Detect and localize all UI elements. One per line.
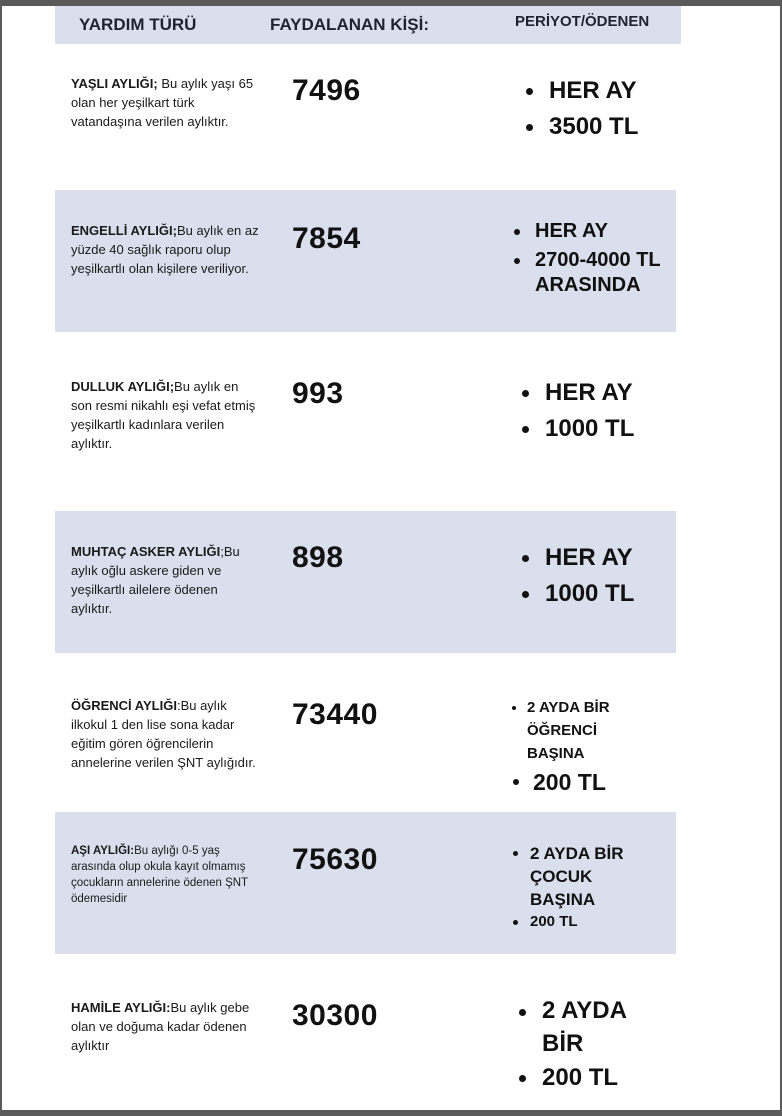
row-engelli-title: ENGELLİ AYLIĞI;	[71, 223, 177, 238]
row-dulluk-text: Bu aylık en son resmi nikahlı eşi vefat etmiş yeşilkartlı kadınlara verilen aylıktır.	[71, 379, 256, 451]
row-asi-amount: 200 TL	[510, 911, 640, 933]
row-yasli-payment-list	[523, 73, 638, 145]
row-asi-payment-list	[510, 842, 640, 933]
row-ogrenci-payment-list	[509, 696, 639, 799]
row-yasli-text: Bu aylık yaşı 65 olan her yeşilkart türk vatandaşına verilen aylıktır.	[71, 76, 254, 129]
row-engelli-text: Bu aylık en az yüzde 40 sağlık raporu olup yeşilkartlı olan kişilere veriliyor.	[71, 223, 259, 276]
row-asi-title: AŞI AYLIĞI:	[71, 845, 135, 857]
row-asi-count: 75630	[292, 843, 378, 876]
row-dulluk-amount: 1000 TL	[519, 411, 634, 447]
row-engelli-description	[71, 221, 261, 278]
row-hamile-count: 30300	[292, 999, 378, 1032]
row-dulluk-payment-list	[519, 375, 634, 447]
row-hamile-payment-list	[516, 994, 656, 1096]
row-ogrenci-count: 73440	[292, 698, 378, 731]
row-yasli-amount: 3500 TL	[523, 109, 638, 145]
row-dulluk-count: 993	[292, 377, 344, 410]
row-muhtac-asker-text: ;Bu aylık oğlu askere giden ve yeşilkartlı ailelere ödenen aylıktır.	[71, 544, 240, 616]
row-engelli-period: HER AY	[511, 219, 661, 244]
header-col-period-payment: PERİYOT/ÖDENEN	[515, 13, 650, 30]
row-muhtac-asker-period: HER AY	[519, 540, 634, 576]
row-asi-period: 2 AYDA BİR ÇOCUK BAŞINA	[510, 842, 640, 911]
window-frame-bottom	[0, 1110, 782, 1116]
row-yasli-period: HER AY	[523, 73, 638, 109]
row-asi-description	[71, 843, 267, 907]
row-yasli-title: YAŞLI AYLIĞI;	[71, 76, 158, 91]
row-yasli-description	[71, 74, 261, 131]
header-col-beneficiaries: FAYDALANAN KİŞİ:	[270, 15, 429, 34]
row-hamile-title: HAMİLE AYLIĞI:	[71, 1000, 171, 1015]
row-ogrenci-description	[71, 696, 261, 772]
row-muhtac-asker-payment-list	[519, 540, 634, 612]
row-hamile-period: 2 AYDA BİR	[516, 994, 656, 1060]
row-ogrenci-period: 2 AYDA BİR ÖĞRENCİ BAŞINA	[509, 696, 639, 765]
row-dulluk-title: DULLUK AYLIĞI;	[71, 379, 175, 394]
row-muhtac-asker-title: MUHTAÇ ASKER AYLIĞI	[71, 544, 221, 559]
row-engelli-count: 7854	[292, 222, 361, 255]
row-yasli-count: 7496	[292, 74, 361, 107]
row-ogrenci-title: ÖĞRENCİ AYLIĞI	[71, 698, 177, 713]
row-dulluk-description	[71, 377, 261, 453]
row-asi-text: Bu aylığı 0-5 yaş arasında olup okula kayıt olmamış çocukların annelerine ödenen ŞNT ödemesidir	[71, 845, 248, 905]
row-hamile-text: Bu aylık gebe olan ve doğuma kadar ödenen aylıktır	[71, 1000, 250, 1053]
row-muhtac-asker-count: 898	[292, 541, 344, 574]
row-muhtac-asker-description	[71, 542, 251, 618]
row-dulluk-period: HER AY	[519, 375, 634, 411]
window-frame-left	[0, 0, 2, 1116]
row-engelli-amount: 2700-4000 TL ARASINDA	[511, 248, 661, 298]
row-muhtac-asker-amount: 1000 TL	[519, 576, 634, 612]
row-ogrenci-text: :Bu aylık ilkokul 1 den lise sona kadar eğitim gören öğrencilerin annelerine verilen ŞNT aylığıdır.	[71, 698, 256, 770]
row-engelli-payment-list	[511, 219, 661, 298]
row-hamile-description	[71, 998, 261, 1055]
row-ogrenci-amount: 200 TL	[509, 765, 639, 799]
row-hamile-amount: 200 TL	[516, 1060, 656, 1096]
header-col-type: YARDIM TÜRÜ	[79, 15, 197, 34]
